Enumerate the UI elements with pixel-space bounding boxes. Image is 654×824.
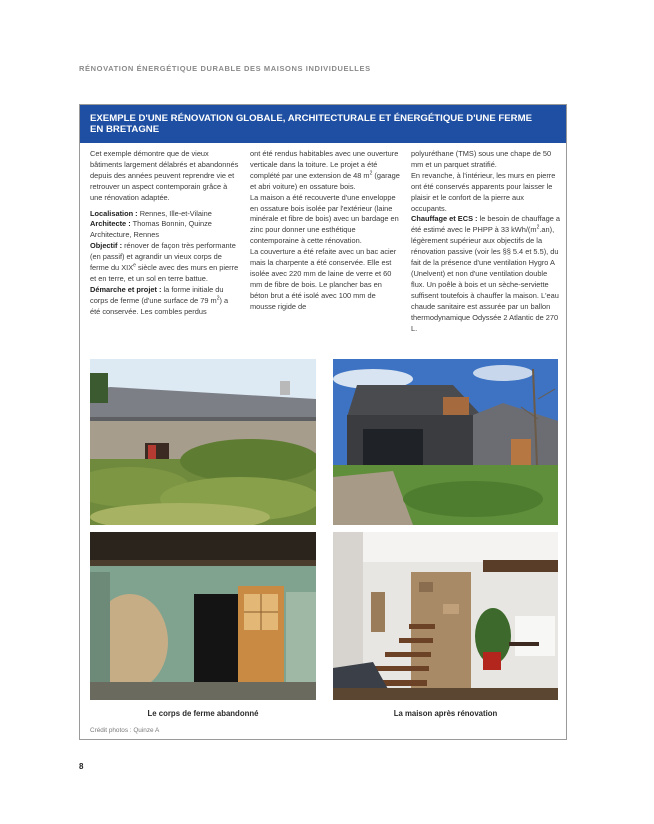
text-column-3	[411, 149, 561, 334]
chauffage-label: Chauffage et ECS :	[411, 214, 478, 224]
caption-before: Le corps de ferme abandonné	[147, 709, 259, 718]
photo-house-after-exterior	[333, 359, 558, 525]
box-title	[80, 105, 566, 143]
demarche-value: la forme initiale du corps de ferme (d'une surface de 79 m	[90, 284, 224, 305]
text-column-2	[250, 149, 400, 313]
intro-paragraph: Cet exemple démontre que de vieux bâtiments largement délabrés et abandonnés depuis des années peuvent reprendre vie et retrouver un aspect contemporain grâce à une rénovation adaptée.	[90, 149, 239, 202]
chauffage-paragraph	[411, 214, 561, 334]
col2-sup: 2	[369, 170, 373, 177]
photo-credit: Crédit photos : Quinze A	[90, 727, 160, 734]
localisation-value: Rennes, Ille-et-Vilaine	[137, 208, 212, 218]
demarche-value-b: ) a été conservée. Les combles perdus	[90, 295, 229, 316]
chauffage-sup: 2	[536, 224, 540, 231]
photo-farmhouse-before-interior	[90, 532, 316, 700]
localisation-line	[90, 209, 240, 220]
box-title-line-2: EN BRETAGNE	[90, 124, 160, 135]
chauffage-b: .an), légèrement supérieur aux objectifs de la rénovation passive (voir les §§ 5.4 et 5.5), du fait de la présence d'une ventilation Hygro A (Unelvent) et non d'une ventilation double flux. Un poêle à bois et un sèche-serviette suffisent toutefois à chauffer la maison. L'eau chaude sanitaire est assurée par un ballon thermodynamique Odyssée 2 Atlantic de 270 L.	[411, 225, 559, 333]
col2-paragraph-2: La maison a été recouverte d'une enveloppe en ossature bois isolée par l'extérieur (laine minérale et fibre de bois) avec un bardage en zinc pour donner une esthétique contemporaine à cette rénovation.	[250, 192, 399, 246]
objectif-sup: e	[133, 262, 136, 269]
col2-paragraph-3: La couverture a été refaite avec un bac acier mais la charpente a été conservée. Elle est isolée avec 220 mm de laine de verre et 60 mm de fibre de bois. Le plancher bas en béton brut a été isolé avec 100 mm de mousse rigide de	[250, 247, 397, 311]
objectif-label: Objectif :	[90, 241, 123, 251]
demarche-line	[90, 285, 240, 318]
example-box	[79, 104, 567, 740]
architecte-value: Thomas Bonnin, Quinze Architecture, Rennes	[90, 219, 212, 240]
text-column-1	[90, 149, 240, 318]
caption-after: La maison après rénovation	[393, 709, 498, 718]
architecte-label: Architecte :	[90, 219, 131, 229]
col3-paragraph-1: polyuréthane (TMS) sous une chape de 50 mm et un parquet stratifié.	[411, 149, 552, 169]
page-number: 8	[79, 762, 84, 771]
col2-paragraph-1	[250, 149, 400, 193]
col3-paragraph-2: En revanche, à l'intérieur, les murs en pierre ont été conservés apparents pour laisser le plaisir et le confort de la pierre aux occupants.	[411, 170, 556, 213]
photo-house-after-interior	[333, 532, 558, 700]
demarche-sup: 2	[216, 295, 220, 302]
col2-p1a: ont été rendus habitables avec une ouverture verticale dans la toiture. Le projet a été complété par une extension de 48 m	[250, 149, 399, 180]
localisation-label: Localisation :	[90, 208, 138, 218]
demarche-label: Démarche et projet :	[90, 284, 162, 294]
objectif-value-b: siècle avec des murs en pierre et en terre, et un sol en terre battue.	[90, 263, 239, 283]
photo-farmhouse-before-exterior	[90, 359, 316, 525]
chauffage-a: le besoin de chauffage a été estimé avec le PHPP à 33 kWh/(m	[411, 214, 560, 235]
col2-p1b: (garage et abri voiture) en ossature bois.	[250, 170, 400, 191]
box-title-line-1: EXEMPLE D'UNE RÉNOVATION GLOBALE, ARCHITECTURALE ET ÉNERGÉTIQUE D'UNE FERME	[90, 113, 532, 124]
architecte-line	[90, 219, 240, 241]
running-header: RÉNOVATION ÉNERGÉTIQUE DURABLE DES MAISONS INDIVIDUELLES	[79, 64, 371, 73]
objectif-line	[90, 241, 240, 285]
objectif-value-a: rénover de façon très performante (en passif) et agrandir un vieux corps de ferme du XIX	[90, 241, 236, 273]
